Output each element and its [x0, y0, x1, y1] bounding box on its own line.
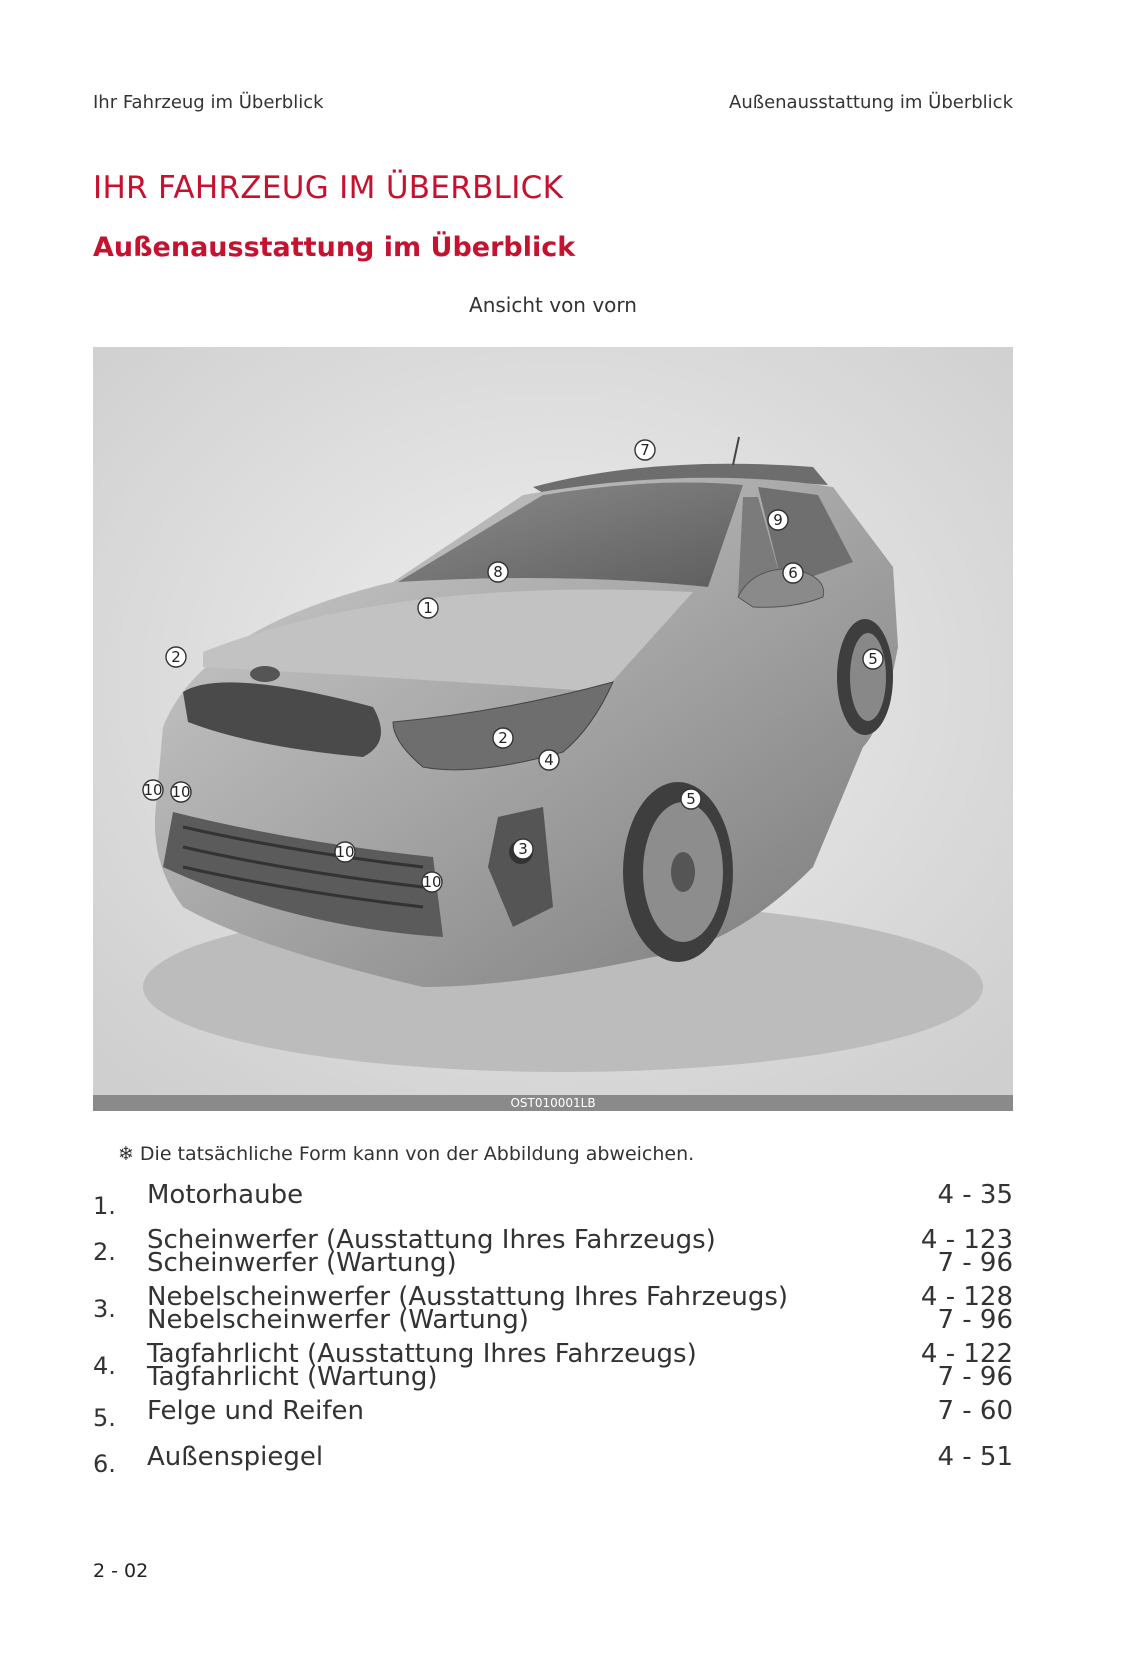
callout-2-hood	[166, 647, 186, 667]
svg-text:5: 5	[868, 650, 878, 668]
item-page: 4 - 128	[920, 1282, 1013, 1312]
section-title: Außenausstattung im Überblick	[93, 232, 576, 263]
callout-7	[635, 440, 655, 460]
svg-text:2: 2	[171, 648, 181, 666]
item-number: 5.	[93, 1404, 116, 1432]
item-page: 7 - 96	[937, 1362, 1013, 1392]
list-item	[93, 1394, 1013, 1440]
item-number: 1.	[93, 1192, 116, 1220]
callout-6	[783, 563, 803, 583]
callout-4	[539, 750, 559, 770]
svg-text:1: 1	[423, 599, 433, 617]
item-label: Scheinwerfer (Wartung)	[147, 1248, 457, 1278]
svg-text:3: 3	[518, 840, 528, 858]
callout-10-d	[422, 872, 442, 892]
item-page: 4 - 35	[937, 1180, 1013, 1210]
list-item	[93, 1282, 1013, 1339]
item-list	[93, 1178, 1013, 1486]
chapter-title: IHR FAHRZEUG IM ÜBERBLICK	[93, 170, 564, 206]
svg-text:9: 9	[773, 511, 783, 529]
view-caption: Ansicht von vorn	[469, 293, 637, 317]
svg-text:2: 2	[498, 729, 508, 747]
item-page: 7 - 96	[937, 1248, 1013, 1278]
callout-5-front	[681, 789, 701, 809]
svg-text:8: 8	[493, 563, 503, 581]
item-number: 4.	[93, 1352, 116, 1380]
item-page: 7 - 96	[937, 1305, 1013, 1335]
callout-8	[488, 562, 508, 582]
item-page: 7 - 60	[937, 1396, 1013, 1426]
svg-text:5: 5	[686, 790, 696, 808]
running-header-left: Ihr Fahrzeug im Überblick	[93, 92, 324, 113]
running-header-right: Außenausstattung im Überblick	[729, 92, 1013, 113]
list-item	[93, 1440, 1013, 1486]
page-number: 2 - 02	[93, 1560, 149, 1582]
list-item	[93, 1339, 1013, 1394]
svg-text:10: 10	[335, 843, 355, 861]
item-number: 6.	[93, 1450, 116, 1478]
list-item	[93, 1225, 1013, 1282]
car-front-illustration	[93, 347, 1013, 1095]
callout-10-a	[143, 780, 163, 800]
svg-text:10: 10	[422, 873, 442, 891]
svg-text:4: 4	[544, 751, 554, 769]
item-page: 4 - 122	[920, 1339, 1013, 1369]
note	[118, 1143, 694, 1165]
callout-3	[513, 839, 533, 859]
item-label: Motorhaube	[147, 1180, 304, 1210]
figure-code: OST010001LB	[93, 1095, 1013, 1111]
svg-text:10: 10	[171, 783, 191, 801]
callout-10-c	[335, 842, 355, 862]
item-page: 4 - 123	[920, 1225, 1013, 1255]
item-page: 4 - 51	[937, 1442, 1013, 1472]
snowflake-icon: ❄	[118, 1143, 134, 1165]
list-item	[93, 1178, 1013, 1225]
item-label: Nebelscheinwerfer (Wartung)	[147, 1305, 529, 1335]
note-text: Die tatsächliche Form kann von der Abbildung abweichen.	[139, 1143, 695, 1165]
callout-5-rear	[863, 649, 883, 669]
callout-2-headlight	[493, 728, 513, 748]
item-label: Scheinwerfer (Ausstattung Ihres Fahrzeugs)	[147, 1225, 716, 1255]
callout-1	[418, 598, 438, 618]
item-number: 3.	[93, 1295, 116, 1323]
svg-text:7: 7	[640, 441, 650, 459]
item-number: 2.	[93, 1238, 116, 1266]
item-label: Felge und Reifen	[147, 1396, 364, 1426]
item-label: Tagfahrlicht (Ausstattung Ihres Fahrzeugs)	[147, 1339, 697, 1369]
item-label: Außenspiegel	[147, 1442, 324, 1472]
callout-9	[768, 510, 788, 530]
item-label: Tagfahrlicht (Wartung)	[147, 1362, 438, 1392]
car-illustration-svg	[93, 347, 1013, 1095]
svg-text:10: 10	[143, 781, 163, 799]
svg-text:6: 6	[788, 564, 798, 582]
callout-10-b	[171, 782, 191, 802]
item-label: Nebelscheinwerfer (Ausstattung Ihres Fahrzeugs)	[147, 1282, 789, 1312]
